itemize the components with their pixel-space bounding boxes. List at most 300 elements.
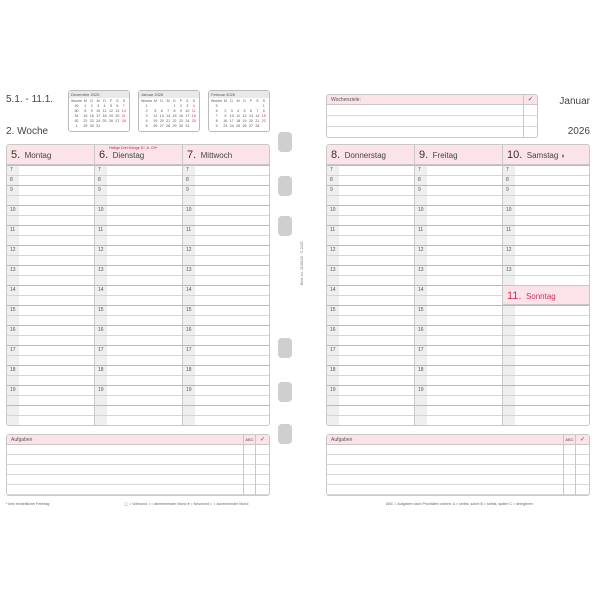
mini-calendar-cell: 27 — [115, 119, 120, 123]
grid-line — [327, 315, 414, 316]
moon-legend: ◯ = Vollmond ◑ = abnehmender Mond ● = Neumond ◐ = zunehmender Mond — [124, 502, 249, 506]
holiday-label: Heilige Drei Könige D*, A, CH* — [109, 146, 158, 150]
grid-line — [415, 335, 502, 336]
grid-line — [7, 275, 94, 276]
hour-label: 7 — [10, 167, 13, 173]
mini-calendar-cell: 8 — [173, 109, 176, 113]
grid-line — [95, 385, 182, 386]
tasks-priority-label: ABC — [563, 435, 575, 496]
mini-calendar-cell: 10 — [185, 109, 190, 113]
grid-line — [183, 165, 270, 166]
grid-line — [415, 355, 502, 356]
mini-calendar-cell: 28 — [255, 124, 260, 128]
grid-line — [327, 285, 414, 286]
grid-line — [95, 205, 182, 206]
mini-calendar-header-cell: D — [103, 99, 106, 103]
grid-line — [503, 385, 590, 386]
mini-calendar-cell: 2 — [145, 109, 148, 113]
mini-calendar-cell: 16 — [89, 114, 94, 118]
ring-hole — [278, 338, 292, 358]
mini-calendar-cell: 18 — [102, 114, 107, 118]
grid-line — [327, 255, 414, 256]
grid-line — [7, 255, 94, 256]
day-column[interactable] — [327, 145, 415, 425]
grid-line — [327, 215, 414, 216]
mini-calendar-cell: 1 — [145, 104, 148, 108]
grid-line — [327, 295, 414, 296]
mini-calendar-cell: 11 — [102, 109, 107, 113]
ring-hole — [278, 132, 292, 152]
mini-calendar-cell: 27 — [159, 124, 164, 128]
grid-line — [503, 315, 590, 316]
grid-line — [327, 245, 414, 246]
mini-calendar — [68, 90, 130, 132]
day-column[interactable] — [95, 145, 183, 425]
grid-line — [503, 355, 590, 356]
grid-line — [415, 215, 502, 216]
mini-calendar-cell: 5 — [215, 104, 218, 108]
hour-label: 19 — [98, 387, 104, 393]
hour-label: 9 — [418, 187, 421, 193]
mini-calendar — [208, 90, 270, 132]
grid-line — [183, 385, 270, 386]
day-name: Donnerstag — [344, 151, 386, 160]
mini-calendar-cell: 26 — [108, 119, 113, 123]
mini-calendar-cell: 4 — [192, 104, 195, 108]
mini-calendar-cell: 10 — [229, 114, 234, 118]
grid-line — [95, 165, 182, 166]
grid-line — [7, 395, 94, 396]
hour-label: 9 — [98, 187, 101, 193]
week-label: 2. Woche — [6, 126, 49, 137]
mini-calendar-cell: 28 — [121, 119, 126, 123]
grid-line — [7, 165, 94, 166]
mini-calendar-header-cell: S — [116, 99, 119, 103]
mini-calendar-cell: 51 — [74, 114, 79, 118]
hour-label: 18 — [10, 367, 16, 373]
mini-calendar-cell: 22 — [172, 119, 177, 123]
mini-calendar-cell: 22 — [83, 119, 88, 123]
grid-line — [415, 245, 502, 246]
hour-label: 9 — [506, 187, 509, 193]
grid-line — [415, 405, 502, 406]
hour-label: 7 — [98, 167, 101, 173]
mini-calendar-cell: 27 — [248, 124, 253, 128]
grid-line — [503, 235, 590, 236]
grid-line — [327, 265, 414, 266]
mini-calendar-cell: 24 — [96, 119, 101, 123]
mini-calendar-cell: 24 — [229, 124, 234, 128]
grid-line — [503, 175, 590, 176]
grid-line — [327, 235, 414, 236]
grid-line — [503, 215, 590, 216]
mini-calendar-cell: 3 — [186, 104, 189, 108]
hour-label: 10 — [98, 207, 104, 213]
mini-calendar-cell: 4 — [237, 109, 240, 113]
mini-calendar-cell: 8 — [262, 109, 265, 113]
grid-line — [95, 295, 182, 296]
mini-calendar-cell: 15 — [261, 114, 266, 118]
hour-label: 13 — [418, 267, 424, 273]
mini-calendar-header-cell: S — [262, 99, 265, 103]
mini-calendar-cell — [261, 124, 267, 129]
hour-label: 14 — [330, 287, 336, 293]
grid-line — [415, 365, 502, 366]
right-day-grid — [326, 144, 590, 426]
grid-line — [7, 225, 94, 226]
hour-label: 12 — [10, 247, 16, 253]
day-number: 5. — [11, 149, 21, 161]
hour-label: 12 — [186, 247, 192, 253]
mini-calendar-cell: 5 — [145, 124, 148, 128]
grid-line — [7, 295, 94, 296]
mini-calendar-cell: 6 — [116, 104, 119, 108]
mini-calendar-cell: 2 — [90, 104, 93, 108]
grid-line — [415, 325, 502, 326]
grid-line — [7, 285, 94, 286]
tasks-label: Aufgaben — [327, 435, 589, 445]
tasks-check-icon: ✓ — [575, 435, 589, 496]
grid-line — [503, 245, 590, 246]
hour-label: 15 — [418, 307, 424, 313]
mini-calendar-cell: 5 — [243, 109, 246, 113]
mini-calendar-cell: 6 — [249, 109, 252, 113]
mini-calendar-cell: 17 — [229, 119, 234, 123]
hour-label: 17 — [186, 347, 192, 353]
hour-label: 13 — [330, 267, 336, 273]
grid-line — [95, 375, 182, 376]
grid-line — [415, 315, 502, 316]
grid-line — [415, 275, 502, 276]
grid-line — [7, 185, 94, 186]
mini-calendar-cell: 11 — [236, 114, 240, 118]
goals-check-icon: ✓ — [523, 95, 537, 138]
mini-calendar-title: Dezember 2025 — [69, 91, 129, 98]
grid-line — [95, 335, 182, 336]
hour-label: 14 — [418, 287, 424, 293]
mini-calendar-header-cell: S — [122, 99, 125, 103]
mini-calendar-cell: 22 — [261, 119, 266, 123]
footnote-holiday: * kein einheitlicher Feiertag — [6, 502, 50, 506]
mini-calendar-cell: 31 — [185, 124, 190, 128]
grid-line — [503, 405, 590, 406]
mini-calendar-cell: 21 — [166, 119, 171, 123]
mini-calendar-cell: 10 — [96, 109, 101, 113]
mini-calendar-header-cell: F — [179, 99, 183, 103]
grid-line — [7, 315, 94, 316]
mini-calendar-title: Februar 2026 — [209, 91, 269, 98]
hour-label: 7 — [418, 167, 421, 173]
grid-line — [183, 265, 270, 266]
hour-label: 8 — [186, 177, 189, 183]
hour-label: 19 — [330, 387, 336, 393]
mini-calendar-days — [139, 98, 199, 130]
mini-calendar-cell: 15 — [83, 114, 88, 118]
grid-line — [7, 335, 94, 336]
mini-calendar-header-cell: D — [230, 99, 234, 103]
grid-line — [183, 305, 270, 306]
grid-line — [327, 305, 414, 306]
mini-calendar-cell: 12 — [242, 114, 247, 118]
mini-calendar-cell: 1 — [262, 104, 265, 108]
hour-label: 16 — [98, 327, 104, 333]
mini-calendar-cell: 5 — [154, 109, 157, 113]
hour-label: 8 — [98, 177, 101, 183]
mini-calendar-header-cell: S — [256, 99, 259, 103]
hour-label: 13 — [186, 267, 192, 273]
grid-line — [183, 315, 270, 316]
grid-line — [95, 305, 182, 306]
mini-calendar-cell: 8 — [84, 109, 87, 113]
mini-calendar-cell: 16 — [223, 119, 228, 123]
grid-line — [7, 365, 94, 366]
mini-calendar-cell: 6 — [215, 109, 218, 113]
grid-line — [95, 235, 182, 236]
moon-phase-icon: ◑ — [560, 153, 565, 160]
grid-line — [95, 265, 182, 266]
left-tasks-box[interactable] — [6, 434, 270, 496]
mini-calendar-cell: 25 — [191, 119, 196, 123]
grid-line — [95, 325, 182, 326]
left-page — [6, 88, 270, 512]
day-number: 7. — [187, 149, 197, 161]
grid-line — [95, 355, 182, 356]
grid-line — [95, 275, 182, 276]
hour-label: 13 — [10, 267, 16, 273]
right-tasks-box[interactable] — [326, 434, 590, 496]
mini-calendar-cell: 50 — [74, 109, 79, 113]
mini-calendar-header-cell: Woche — [71, 99, 83, 103]
grid-line — [327, 415, 414, 416]
grid-line — [503, 345, 590, 346]
hour-label: 18 — [330, 367, 336, 373]
grid-line — [7, 385, 94, 386]
mini-calendar-cell: 9 — [179, 109, 182, 113]
mini-calendar-days — [69, 98, 129, 130]
mini-calendar-cell: 29 — [83, 124, 88, 128]
mini-calendar-cell: 13 — [115, 109, 120, 113]
mini-calendar-cell: 2 — [224, 109, 227, 113]
hour-label: 14 — [186, 287, 192, 293]
mini-calendar-header-cell: D — [160, 99, 164, 103]
mini-calendar-header-cell: M — [96, 99, 100, 103]
day-column[interactable] — [415, 145, 503, 425]
day-name: Samstag — [526, 151, 559, 160]
hour-label: 7 — [330, 167, 333, 173]
grid-line — [7, 325, 94, 326]
grid-line — [415, 265, 502, 266]
grid-line — [327, 385, 414, 386]
mini-calendar-cell: 19 — [153, 119, 158, 123]
mini-calendar-cell: 4 — [145, 119, 148, 123]
day-name: Mittwoch — [200, 151, 233, 160]
hour-label: 11 — [506, 227, 512, 233]
grid-line — [503, 275, 590, 276]
day-column[interactable] — [503, 145, 590, 425]
hour-label: 12 — [98, 247, 104, 253]
mini-calendar-cell: 5 — [109, 104, 112, 108]
hour-label: 12 — [506, 247, 512, 253]
mini-calendar-cell: 49 — [74, 104, 79, 108]
sunday-header — [503, 285, 590, 305]
grid-line — [95, 195, 182, 196]
mini-calendar-header-cell: D — [173, 99, 176, 103]
grid-line — [95, 395, 182, 396]
grid-line — [327, 205, 414, 206]
mini-calendar-header-cell: D — [90, 99, 94, 103]
grid-line — [95, 405, 182, 406]
hour-label: 16 — [10, 327, 16, 333]
grid-line — [415, 235, 502, 236]
mini-calendar-cell: 52 — [74, 119, 79, 123]
grid-line — [503, 185, 590, 186]
tasks-label: Aufgaben — [7, 435, 269, 445]
mini-calendar-header-cell: F — [109, 99, 113, 103]
mini-calendar-cell: 8 — [215, 119, 218, 123]
day-header — [7, 145, 94, 165]
grid-line — [503, 205, 590, 206]
grid-line — [7, 215, 94, 216]
hour-label: 11 — [186, 227, 192, 233]
grid-line — [503, 225, 590, 226]
grid-line — [183, 215, 270, 216]
grid-line — [503, 335, 590, 336]
day-number: 6. — [99, 149, 109, 161]
month-label: Januar — [559, 96, 590, 107]
grid-line — [183, 355, 270, 356]
hour-label: 10 — [10, 207, 16, 213]
grid-line — [503, 395, 590, 396]
mini-calendar-cell: 14 — [121, 109, 126, 113]
grid-line — [327, 275, 414, 276]
hour-label: 7 — [506, 167, 509, 173]
day-header — [183, 145, 270, 165]
hour-label: 14 — [98, 287, 104, 293]
hour-label: 11 — [98, 227, 104, 233]
mini-calendar-header-cell: F — [249, 99, 253, 103]
hour-label: 17 — [330, 347, 336, 353]
grid-line — [327, 355, 414, 356]
mini-calendar-cell: 26 — [153, 124, 158, 128]
grid-line — [415, 285, 502, 286]
hour-label: 8 — [330, 177, 333, 183]
mini-calendar-cell: 1 — [75, 124, 78, 128]
hour-label: 17 — [98, 347, 104, 353]
ring-hole — [278, 176, 292, 196]
hour-label: 12 — [330, 247, 336, 253]
grid-line — [95, 215, 182, 216]
hour-label: 16 — [418, 327, 424, 333]
mini-calendar-cell: 3 — [230, 109, 233, 113]
grid-line — [7, 345, 94, 346]
mini-calendar-header-cell: M — [153, 99, 157, 103]
day-header — [95, 145, 182, 165]
hour-label: 12 — [418, 247, 424, 253]
mini-calendar-cell: 7 — [256, 109, 259, 113]
mini-calendar-cell: 12 — [108, 109, 113, 113]
hour-label: 13 — [98, 267, 104, 273]
mini-calendar-cell: 7 — [122, 104, 125, 108]
mini-calendar-cell: 19 — [242, 119, 247, 123]
grid-line — [327, 165, 414, 166]
grid-line — [415, 205, 502, 206]
grid-line — [183, 415, 270, 416]
grid-line — [327, 365, 414, 366]
mini-calendar-header-cell: M — [223, 99, 227, 103]
mini-calendar-cell: 18 — [236, 119, 241, 123]
hour-label: 9 — [330, 187, 333, 193]
mini-calendar-cell: 25 — [236, 124, 241, 128]
day-header — [503, 145, 590, 165]
grid-line — [183, 225, 270, 226]
hour-label: 15 — [186, 307, 192, 313]
grid-line — [95, 225, 182, 226]
grid-line — [7, 195, 94, 196]
mini-calendar-cell: 16 — [178, 114, 183, 118]
day-column[interactable] — [183, 145, 270, 425]
grid-line — [503, 325, 590, 326]
grid-line — [415, 195, 502, 196]
mini-calendar-cell: 4 — [103, 104, 106, 108]
hour-label: 14 — [10, 287, 16, 293]
hour-label: 10 — [418, 207, 424, 213]
grid-line — [327, 225, 414, 226]
day-number: 10. — [507, 149, 523, 161]
day-number: 8. — [331, 149, 341, 161]
mini-calendar-cell: 3 — [97, 104, 100, 108]
grid-line — [95, 315, 182, 316]
left-day-grid — [6, 144, 270, 426]
day-column[interactable] — [7, 145, 95, 425]
grid-line — [415, 225, 502, 226]
grid-line — [95, 415, 182, 416]
hour-label: 17 — [418, 347, 424, 353]
grid-line — [183, 275, 270, 276]
grid-line — [503, 265, 590, 266]
mini-calendar-cell: 7 — [167, 109, 170, 113]
day-name: Sonntag — [525, 292, 556, 301]
grid-line — [183, 245, 270, 246]
hour-label: 19 — [10, 387, 16, 393]
grid-line — [95, 245, 182, 246]
day-number: 11. — [507, 290, 522, 302]
weekly-goals-box[interactable] — [326, 94, 538, 138]
mini-calendar-cell: 17 — [96, 114, 101, 118]
mini-calendar-header-cell: S — [186, 99, 189, 103]
day-name: Freitag — [432, 151, 458, 160]
mini-calendar-cell: 2 — [179, 104, 182, 108]
grid-line — [415, 415, 502, 416]
mini-calendar-cell: 19 — [108, 114, 113, 118]
day-name: Montag — [24, 151, 52, 160]
mini-calendar-cell: 29 — [172, 124, 177, 128]
mini-calendar-header-cell: Woche — [141, 99, 153, 103]
grid-line — [183, 335, 270, 336]
hour-label: 7 — [186, 167, 189, 173]
tasks-check-icon: ✓ — [255, 435, 269, 496]
mini-calendar-cell: 25 — [102, 119, 107, 123]
mini-calendar-cell: 1 — [173, 104, 176, 108]
mini-calendar-header-cell: S — [192, 99, 195, 103]
mini-calendar-cell: 20 — [159, 119, 164, 123]
mini-calendar-cell: 31 — [96, 124, 101, 128]
grid-line — [415, 375, 502, 376]
grid-line — [183, 365, 270, 366]
mini-calendar-cell: 15 — [172, 114, 177, 118]
mini-calendar-cell: 11 — [191, 109, 196, 113]
grid-line — [183, 405, 270, 406]
mini-calendar-cell: 18 — [191, 114, 196, 118]
